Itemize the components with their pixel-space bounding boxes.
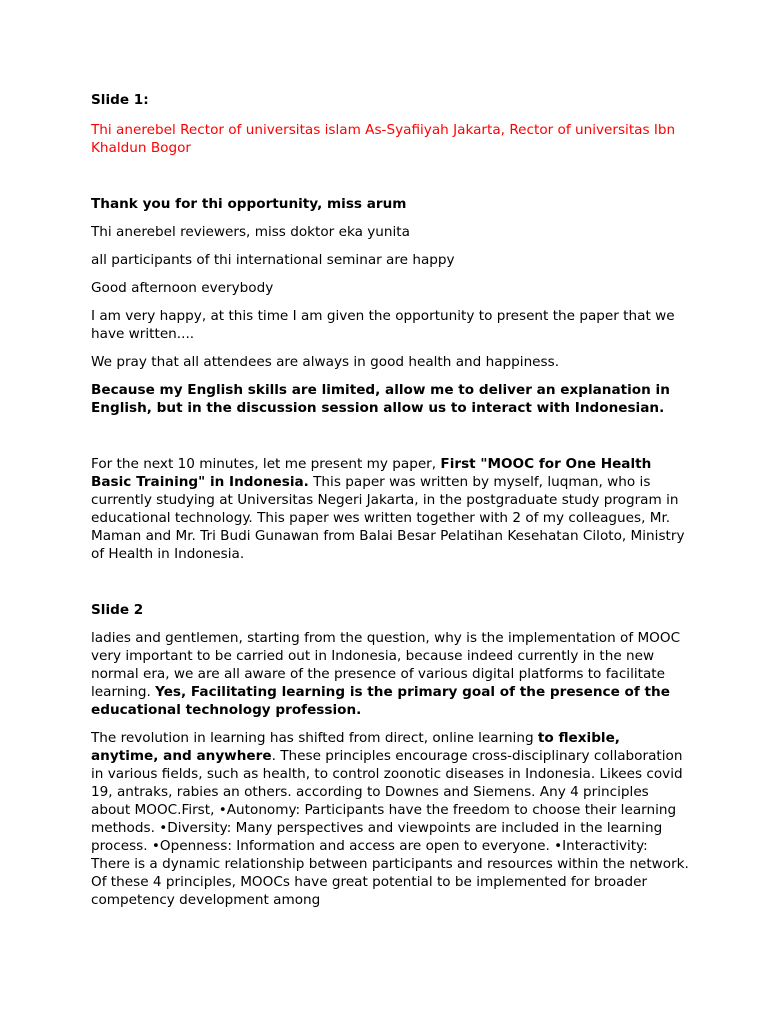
document-body xyxy=(91,91,691,909)
slide-2-paragraph-1-text: ladies and gentlemen, starting from the question, why is the implementation of MOOC very important to be carried out in Indonesia, because indeed currently in the new normal era, we are all aware of the presence of various digital platforms to facilitate learning. xyxy=(91,630,681,700)
pray-paragraph: We pray that all attendees are always in good health and happiness. xyxy=(91,354,560,370)
slide-2-paragraph-1-bold: Yes, Facilitating learning is the primary goal of the presence of the educational technology profession. xyxy=(91,684,670,718)
good-afternoon-line: Good afternoon everybody xyxy=(91,280,274,296)
paper-title: First "MOOC for One Health Basic Training" in Indonesia. xyxy=(91,456,652,490)
slide-2-paragraph-2-rest: . These principles encourage cross-disciplinary collaboration in various fields, such as health, to control zoonotic diseases in Indonesia. Likees covid 19, antraks, rabies an others. according to Downes and Siemens. Any 4 principles about MOOC.First, •Autonomy: Participants have the freedom to choose their learning methods. •Diversity: Many perspectives and viewpoints are included in the learning process. •Openness: Information and access are open to everyone. •Interactivity: There is a dynamic relationship between participants and resources within the network. Of these 4 principles, MOOCs have great potential to be implemented for broader competency development among xyxy=(91,748,689,908)
english-limited-paragraph: Because my English skills are limited, allow me to deliver an explanation in English, but in the discussion session allow us to interact with Indonesian. xyxy=(91,382,670,416)
participants-line: all participants of thi international seminar are happy xyxy=(91,252,455,268)
thanks-line: Thank you for thi opportunity, miss arum xyxy=(91,196,407,212)
paper-intro-rest: This paper was written by myself, luqman, who is currently studying at Universitas Negeri Jakarta, in the postgraduate study program in educational technology. This paper wes written together with 2 of my colleagues, Mr. Maman and Mr. Tri Budi Gunawan from Balai Besar Pelatihan Kesehatan Ciloto, Ministry of Health in Indonesia. xyxy=(91,474,685,562)
slide-2-heading: Slide 2 xyxy=(91,602,144,618)
slide-2-paragraph-2-start: The revolution in learning has shifted from direct, online learning xyxy=(91,730,538,746)
slide-1-heading: Slide 1: xyxy=(91,92,149,108)
happy-paragraph: I am very happy, at this time I am given the opportunity to present the paper that we have written.... xyxy=(91,308,675,342)
slide-2-paragraph-1 xyxy=(91,629,691,719)
slide-2-paragraph-2-bold: to flexible, anytime, and anywhere xyxy=(91,730,620,764)
greeting-rectors: Thi anerebel Rector of universitas islam As-Syafiiyah Jakarta, Rector of universitas Ibn Khaldun Bogor xyxy=(91,122,676,156)
slide-2-paragraph-2 xyxy=(91,729,691,909)
reviewers-line: Thi anerebel reviewers, miss doktor eka yunita xyxy=(91,224,410,240)
paper-intro-paragraph xyxy=(91,455,691,563)
paper-intro-text: For the next 10 minutes, let me present my paper, xyxy=(91,456,441,472)
